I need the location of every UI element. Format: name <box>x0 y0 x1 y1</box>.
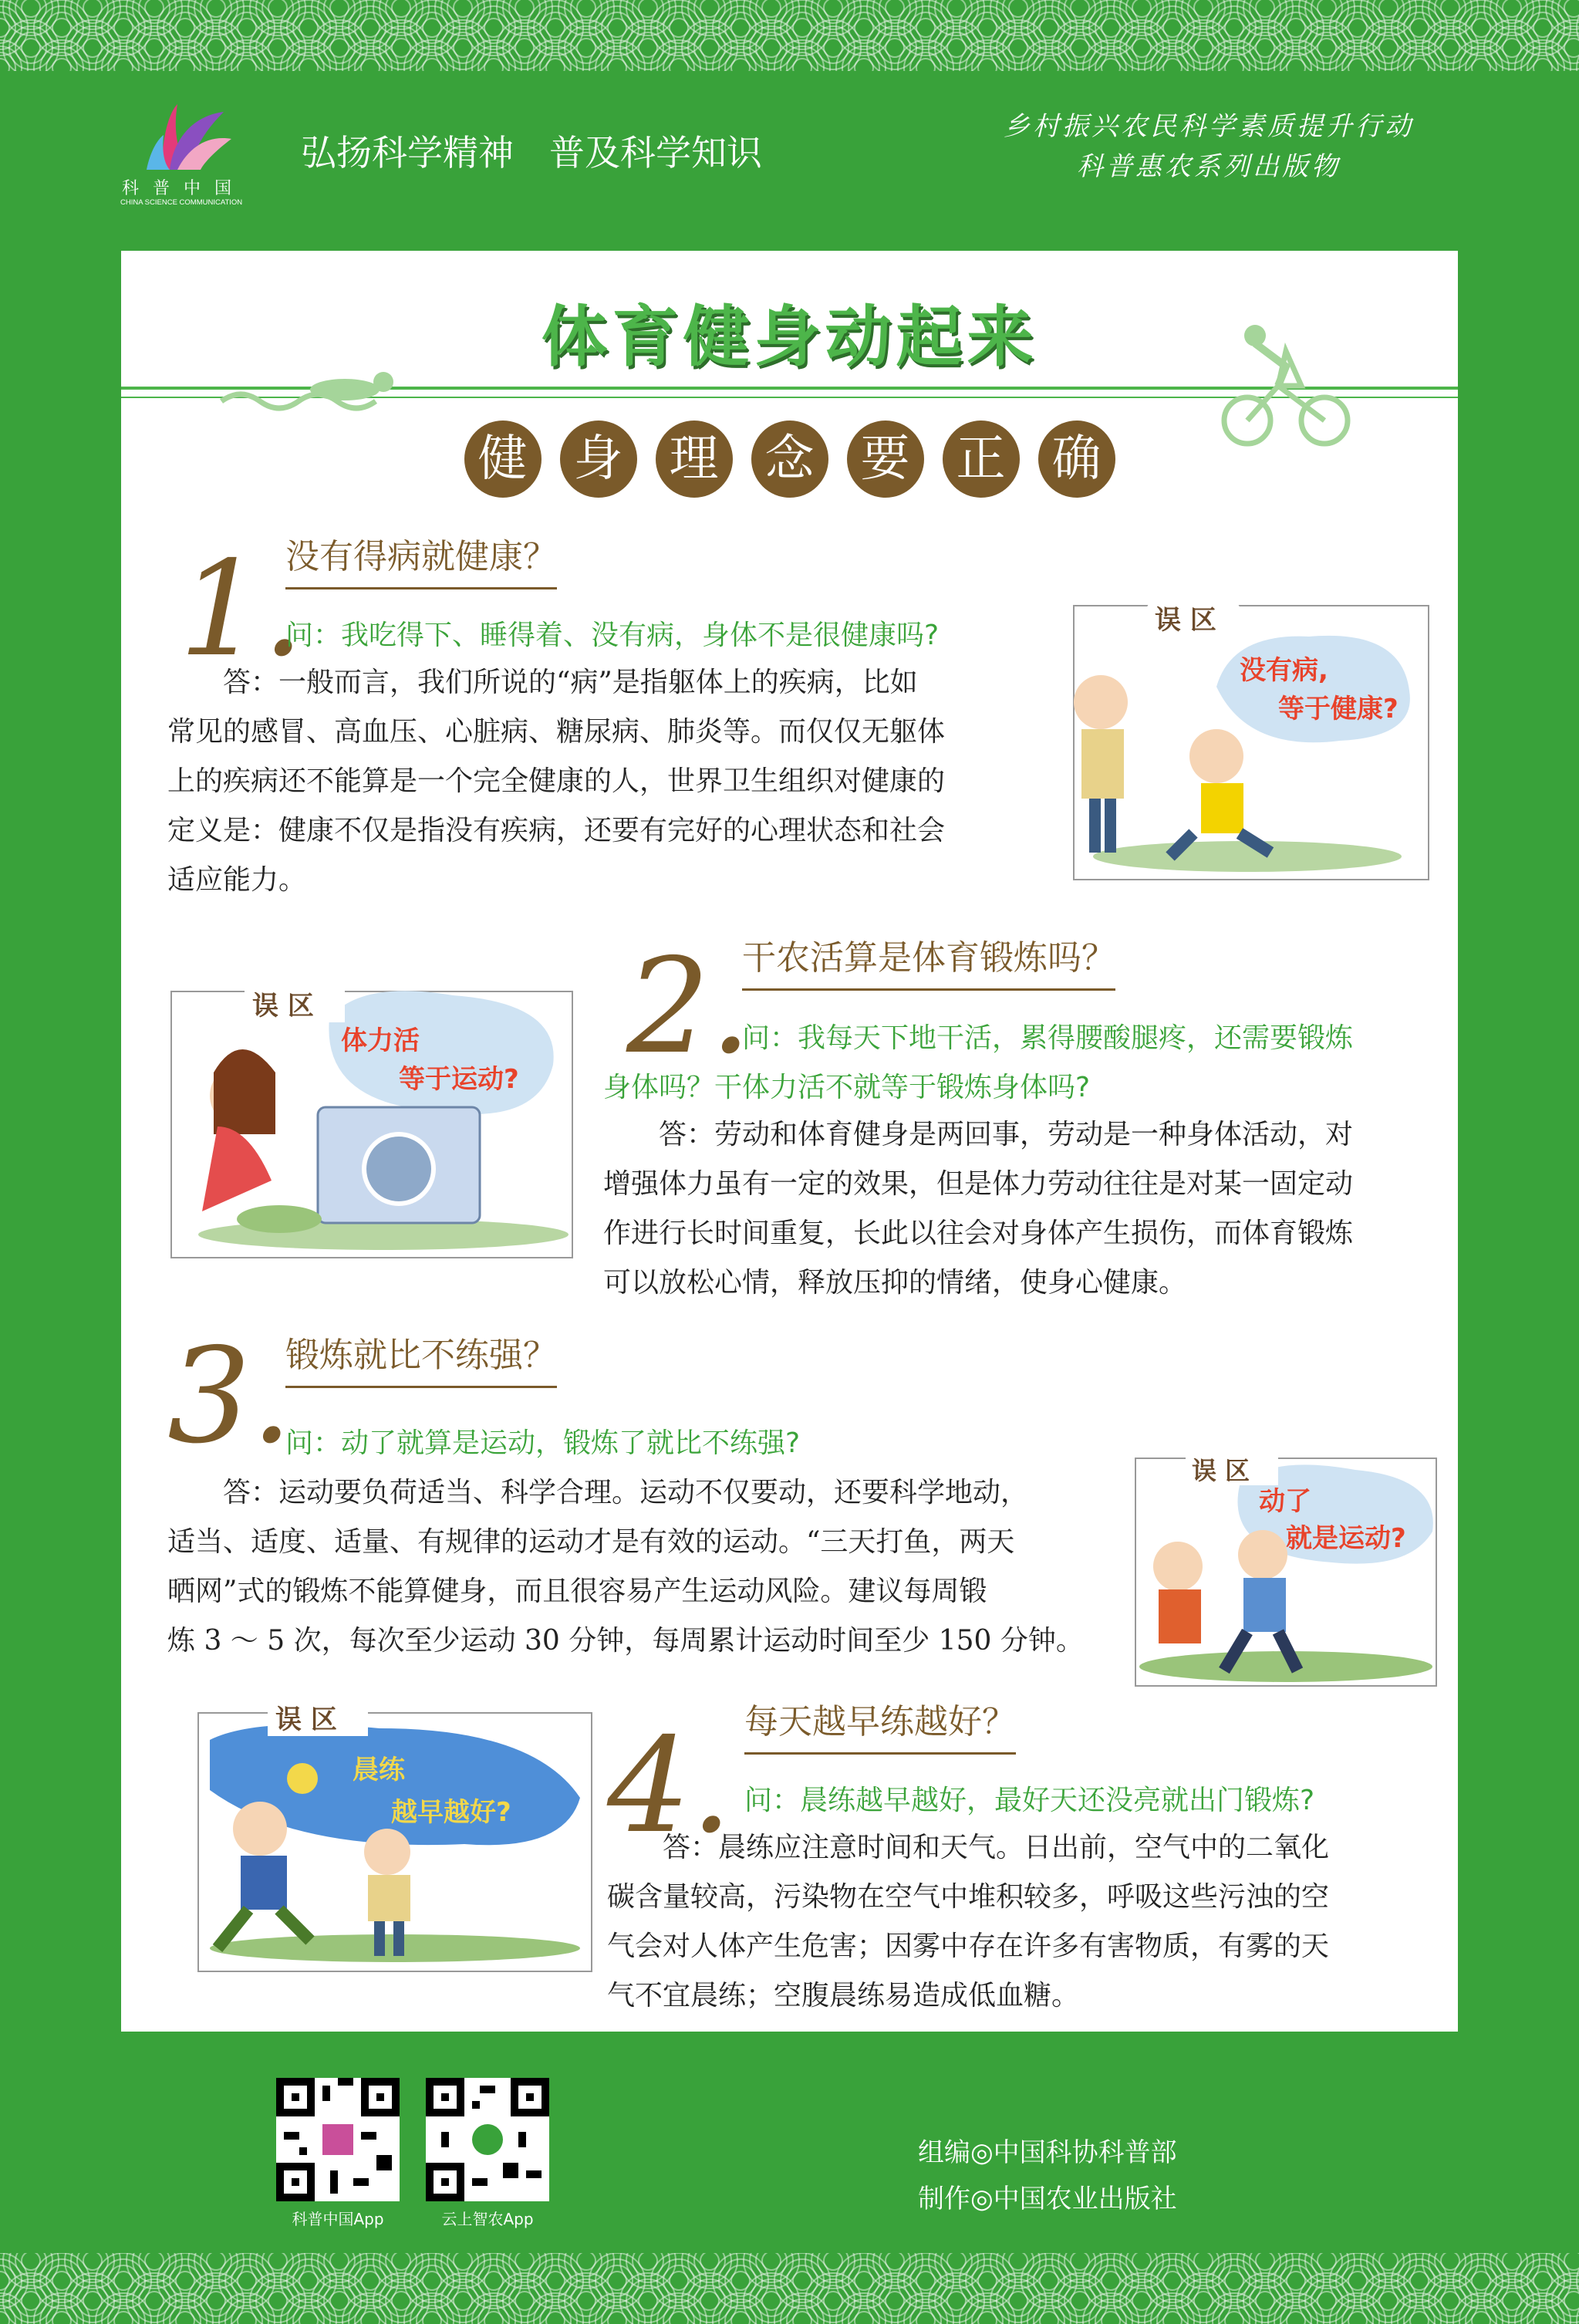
answer-line: 答：一般而言，我们所说的“病”是指躯体上的疾病，比如 <box>223 667 918 698</box>
answer-line: 答：劳动和体育健身是两回事，劳动是一种身体活动，对 <box>659 1119 1354 1150</box>
section-number: 3. <box>167 1320 293 1473</box>
qr-pattern <box>426 2078 549 2201</box>
bottom-wave-border <box>0 2253 1579 2324</box>
subtitle-char: 正 <box>943 421 1020 498</box>
bubble-text: 就是运动? <box>1286 1523 1406 1554</box>
sub-title <box>121 421 1458 498</box>
misconception-tag: 误 区 <box>252 991 314 1022</box>
illustration-4 <box>194 1694 595 1979</box>
subtitle-char: 健 <box>464 421 542 498</box>
answer-line: 常见的感冒、高血压、心脏病、糖尿病、肺炎等。而仅仅无躯体 <box>167 716 946 748</box>
section-heading: 没有得病就健康？ <box>285 529 557 589</box>
bubble-text: 越早越好? <box>391 1797 511 1828</box>
answer-line: 答：运动要负荷适当、科学合理。运动不仅要动，还要科学地动， <box>223 1477 1029 1508</box>
logo-chinese-text: 科普中国 <box>122 179 246 198</box>
section-heading: 锻炼就比不练强？ <box>285 1327 557 1388</box>
section-heading: 每天越早练越好？ <box>744 1694 1016 1755</box>
title-area <box>121 251 1458 513</box>
answer-line: 适当、适度、适量、有规律的运动才是有效的运动。“三天打鱼，两天 <box>167 1526 1015 1558</box>
credit-editor: 组编◎中国科协科普部 <box>918 2137 1177 2168</box>
top-wave-border <box>0 0 1579 71</box>
section-question: 问：晨练越早越好，最好天还没亮就出门锻炼? <box>744 1785 1315 1816</box>
section-question: 问：我每天下地干活，累得腰酸腿疼，还需要锻炼 <box>742 1022 1354 1054</box>
series-line-2: 科普惠农系列出版物 <box>1077 151 1341 182</box>
answer-line: 适应能力。 <box>167 864 307 896</box>
section-number: 2. <box>626 931 752 1083</box>
section-answer <box>603 1110 1436 1308</box>
answer-line: 上的疾病还不能算是一个完全健康的人，世界卫生组织对健康的 <box>167 765 946 797</box>
misconception-tag: 误 区 <box>1155 605 1216 636</box>
section-answer <box>607 1823 1440 2021</box>
illustration-3 <box>1132 1439 1440 1694</box>
answer-line: 碳含量较高，污染物在空气中堆积较多，呼吸这些污浊的空 <box>607 1881 1330 1913</box>
subtitle-char: 理 <box>656 421 733 498</box>
section-heading: 干农活算是体育锻炼吗？ <box>742 930 1115 991</box>
qr-code-yunshang[interactable] <box>426 2078 549 2201</box>
answer-line: 增强体力虽有一定的效果，但是体力劳动往往是对某一固定动 <box>603 1168 1354 1200</box>
content-panel <box>121 251 1458 2032</box>
section-question: 问：我吃得下、睡得着、没有病，身体不是很健康吗? <box>285 620 940 651</box>
kepu-china-logo <box>116 96 285 212</box>
illustration-1 <box>1070 602 1432 887</box>
subtitle-char: 确 <box>1038 421 1115 498</box>
misconception-tag: 误 区 <box>275 1704 337 1735</box>
bubble-text: 晨练 <box>353 1755 405 1785</box>
section-number: 4. <box>607 1710 733 1863</box>
section-answer <box>167 1468 1124 1666</box>
credit-producer: 制作◎中国农业出版社 <box>918 2184 1177 2214</box>
bubble-text: 等于运动? <box>399 1064 519 1095</box>
qr-code-kepu[interactable] <box>276 2078 400 2201</box>
answer-line: 炼 3 ～ 5 次，每次至少运动 30 分钟，每周累计运动时间至少 150 分钟。 <box>167 1625 1084 1657</box>
misconception-tag: 误 区 <box>1192 1456 1250 1485</box>
answer-line: 气会对人体产生危害；因雾中存在许多有害物质，有雾的天 <box>607 1930 1330 1962</box>
header-slogan: 弘扬科学精神 普及科学知识 <box>301 132 762 174</box>
answer-line: 气不宜晨练；空腹晨练易造成低血糖。 <box>607 1980 1080 2012</box>
subtitle-char: 要 <box>847 421 924 498</box>
bubble-text: 等于健康? <box>1278 694 1398 725</box>
series-title <box>962 106 1456 187</box>
answer-line: 作进行长时间重复，长此以往会对身体产生损伤，而体育锻炼 <box>603 1218 1354 1249</box>
subtitle-char: 念 <box>751 421 828 498</box>
answer-line: 可以放松心情，释放压抑的情绪，使身心健康。 <box>603 1267 1187 1299</box>
answer-line: 晒网”式的锻炼不能算健身，而且很容易产生运动风险。建议每周锻 <box>167 1576 987 1607</box>
qr-label: 科普中国App <box>292 2210 384 2228</box>
series-line-1: 乡村振兴农民科学素质提升行动 <box>1004 111 1414 142</box>
subtitle-char: 身 <box>560 421 637 498</box>
bubble-text: 没有病, <box>1240 655 1328 686</box>
logo-english-text: CHINA SCIENCE COMMUNICATION <box>120 198 243 207</box>
section-answer <box>167 658 1054 905</box>
section-question: 身体吗？干体力活不就等于锻炼身体吗? <box>603 1072 1091 1103</box>
section-question: 问：动了就算是运动，锻炼了就比不练强? <box>285 1427 801 1459</box>
section-number: 1. <box>179 533 305 686</box>
answer-line: 答：晨练应注意时间和天气。日出前，空气中的二氧化 <box>663 1832 1330 1863</box>
bubble-text: 体力活 <box>341 1025 420 1056</box>
illustration-2 <box>167 972 576 1265</box>
bubble-text: 动了 <box>1259 1486 1311 1517</box>
qr-label: 云上智农App <box>441 2210 534 2228</box>
credits <box>918 2130 1177 2222</box>
answer-line: 定义是：健康不仅是指没有疾病，还要有完好的心理状态和社会 <box>167 815 946 846</box>
main-title: 体育健身动起来 <box>541 299 1038 376</box>
qr-pattern <box>276 2078 400 2201</box>
